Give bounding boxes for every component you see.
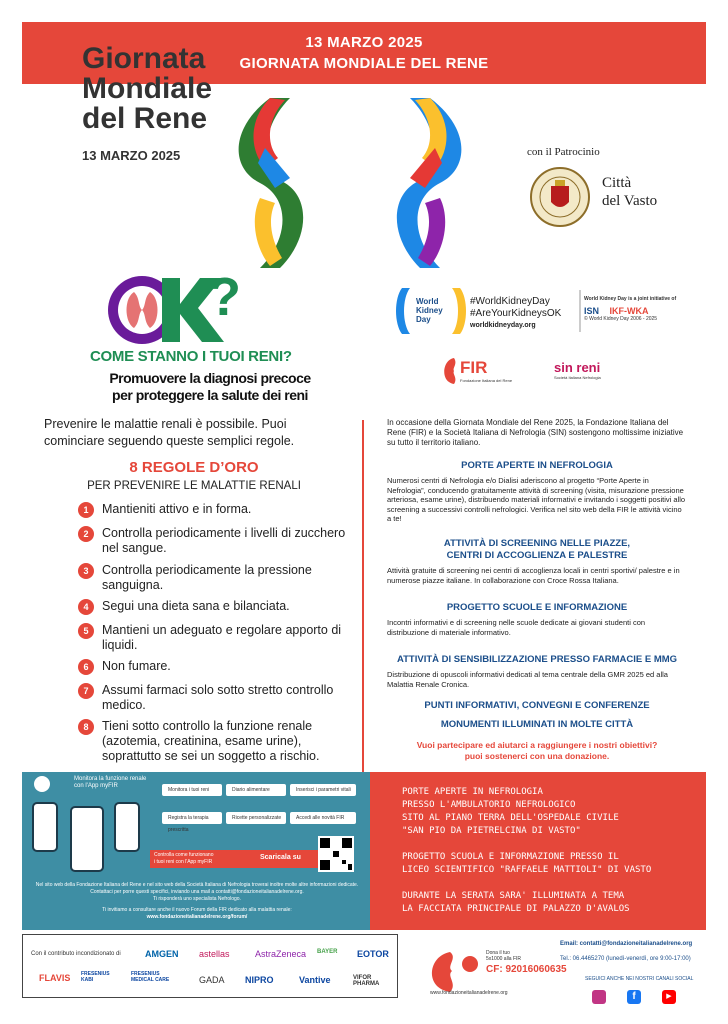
fir-website-link[interactable]: www.fondazioneitalianadelrene.org <box>430 990 508 996</box>
wkd-joint-initiative: World Kidney Day is a joint initiative of ISN IKF-WKA © World Kidney Day 2006 - 2025 <box>584 296 677 322</box>
sponsor-logo: VIFOR PHARMA <box>353 975 380 987</box>
sponsor-logo: FRESENIUS MEDICAL CARE <box>131 971 170 983</box>
hero-title: Giornata Mondiale del Rene <box>82 42 213 135</box>
sponsor-logo: FLAVIS <box>39 973 71 983</box>
contact-email[interactable]: Email: contatti@fondazioneitalianadelrene.org <box>560 941 693 947</box>
app-feature: Diario alimentare <box>226 784 286 796</box>
youtube-icon[interactable]: ▶ <box>662 990 676 1004</box>
sponsor-logo: astellas <box>199 949 230 959</box>
app-feature: Monitora i tuoi reni <box>162 784 222 796</box>
instagram-icon[interactable] <box>592 990 606 1004</box>
facebook-icon[interactable]: f <box>627 990 641 1004</box>
campaign-slogan: Promuovere la diagnosi precoce per proteggere la salute dei reni <box>109 370 311 403</box>
myfir-logo-icon <box>34 776 50 792</box>
patronage-label: con il Patrocinio <box>527 146 600 158</box>
sponsor-logo: GADA <box>199 975 225 985</box>
hero-date: 13 MARZO 2025 <box>82 148 181 163</box>
app-title: Monitora la funzione renale con l'App myFIR <box>74 776 147 789</box>
campaign-question: COME STANNO I TUOI RENI? <box>90 348 292 365</box>
rule-item: 6 Non fumare. <box>78 659 348 674</box>
header-title: GIORNATA MONDIALE DEL RENE <box>239 55 489 72</box>
rule-item: 5 Mantieni un adeguato e regolare apporto di liquidi. <box>78 623 348 653</box>
rule-item: 1 Mantieniti attivo e in forma. <box>78 502 348 517</box>
fir-kidney-icon <box>440 356 460 386</box>
rule-item: 8 Tieni sotto controllo la funzione renale (azotemia, creatinina, esame urine), soprattutto se sei un soggetto a rischio. <box>78 719 348 764</box>
section-body: Numerosi centri di Nefrologia e/o Dialisi aderiscono al progetto “Porte Aperte in Nefrologia”, conducendo gratuitamente attività di screening (visita, misurazione pressione arteriosa, esame urine), distribuendo materiali informativi e invitando i soggetti positivi allo screening a successivi controlli nefrologici. Verifica nel sito web della FIR le attività vicino a te! <box>387 476 686 523</box>
city-name: Città del Vasto <box>602 175 658 209</box>
column-divider <box>362 420 364 772</box>
section-body: Distribuzione di opuscoli informativi dedicati al tema centrale della GMR 2025 ed alla Malattia Renale Cronica. <box>387 670 668 689</box>
intro-text: Prevenire le malattie renali è possibile. Puoi cominciare seguendo queste semplici regole. <box>44 417 295 448</box>
sponsor-logo: NIPRO <box>245 975 274 985</box>
sin-logo: sin reni Società Italiana Nefrologia <box>554 360 601 380</box>
myfir-app-panel <box>22 772 370 930</box>
sponsor-logo: FRESENIUS KABI <box>81 971 110 983</box>
donate-fiscal-code: CF: 92016060635 <box>486 964 567 975</box>
vasto-seal-icon <box>529 166 591 228</box>
header-date: 13 MARZO 2025 <box>305 34 423 51</box>
fir-logo: FIR Fondazione Italiana del Rene <box>460 358 513 383</box>
section-title: PORTE APERTE IN NEFROLOGIA <box>461 460 613 471</box>
rule-item: 7 Assumi farmaci solo sotto stretto controllo medico. <box>78 683 348 713</box>
sponsors-label: Con il contributo incondizionato di <box>31 951 121 957</box>
sponsor-logo: EOTOR <box>357 949 389 959</box>
section-title: ATTIVITÀ DI SCREENING NELLE PIAZZE, CENTRI DI ACCOGLIENZA E PALESTRE <box>443 538 631 561</box>
section-title: PROGETTO SCUOLE E INFORMAZIONE <box>446 602 628 613</box>
app-feature: Accedi alle novità FIR <box>290 812 356 824</box>
wkd-ribbon-logo <box>230 88 490 273</box>
app-feature: Inserisci i parametri vitali <box>290 784 356 796</box>
rule-item: 4 Segui una dieta sana e bilanciata. <box>78 599 348 614</box>
app-promo-strip: Controlla come funzionano i tuoi reni con l'App myFIR <box>150 850 320 868</box>
kidney-ok-icon <box>104 270 304 350</box>
download-label: Scaricala su <box>260 854 301 861</box>
app-footer-text: Nel sito web della Fondazione Italiana del Rene e nel sito web della Società Italiana di Nefrologia troverai inoltre molte altre informazioni dedicate. Contattaci per porre questi specifici, inviando una mail a contatti@fondazioneitalianadelrene.org. Ti risponderà uno specialista Nefrologo. Ti invitiamo a consultare anche il nuovo Forum della FIR dedicato alla malattia renale: www.fondazioneitalianadelrene.org/forum/ <box>32 882 362 921</box>
ok-question-mark: ? <box>208 267 239 327</box>
qr-code-icon <box>318 836 354 872</box>
section-body: Incontri informativi e di screening nelle scuole dedicate ai giovani studenti con distribuzione di materiale informativo. <box>387 618 646 637</box>
rule-item: 3 Controlla periodicamente la pressione sanguigna. <box>78 563 348 593</box>
rules-title: 8 REGOLE D’ORO <box>129 459 259 476</box>
rule-item: 2 Controlla periodicamente i livelli di zucchero nel sangue. <box>78 526 348 556</box>
section-title: ATTIVITÀ DI SENSIBILIZZAZIONE PRESSO FARMACIE E MMG <box>396 654 678 665</box>
app-feature: Registra la terapia prescritta <box>162 812 222 824</box>
donation-call: Vuoi partecipare ed aiutarci a raggiungere i nostri obiettivi? puoi sostenerci con una donazione. <box>416 740 658 761</box>
sponsor-logo: BAYER <box>317 949 338 955</box>
section-title: PUNTI INFORMATIVI, CONVEGNI E CONFERENZE <box>424 700 650 711</box>
section-title: MONUMENTI ILLUMINATI IN MOLTE CITTÀ <box>440 719 634 730</box>
sponsor-logo: AstraZeneca <box>255 949 307 959</box>
wkd-logo-text: World Kidney Day <box>416 297 443 324</box>
app-feature: Ricette personalizzate <box>226 812 286 824</box>
sponsor-logo: AMGEN <box>145 949 179 959</box>
section-body: Attività gratuite di screening nei centri di accoglienza locali in centri sportivi/ palestre e in numerose piazze italiane. In collaborazione con Croce Rossa Italiana. <box>387 566 680 585</box>
sponsors-box <box>22 934 398 998</box>
phone-mockup <box>70 806 104 872</box>
initiatives-intro: In occasione della Giornata Mondiale del Rene 2025, la Fondazione Italiana del Rene (FIR) e la Società Italiana di Nefrologia (SIN) sostengono moltissime iniziative su tutto il territorio italiano. <box>387 418 684 447</box>
phone-mockup <box>32 802 58 852</box>
donate-label: Dona il tuo 5x1000 alla FIR <box>486 950 522 962</box>
local-events-box: PORTE APERTE IN NEFROLOGIA PRESSO L'AMBULATORIO NEFROLOGICO SITO AL PIANO TERRA DELL'OSPEDALE CIVILE "SAN PIO DA PIETRELCINA DI VASTO" PROGETTO SCUOLA E INFORMAZIONE PRESSO IL LICEO SCIENTIFICO "RAFFAELE MATTIOLI" DI VASTO DURANTE LA SERATA SARA' ILLUMINATA A TEMA LA FACCIATA PRINCIPALE DI PALAZZO D'AVALOS <box>370 772 706 930</box>
wkd-hashtags: #WorldKidneyDay #AreYourKidneysOK worldkidneyday.org <box>470 296 562 329</box>
phone-mockup <box>114 802 140 852</box>
sponsor-logo: Vantive <box>299 975 331 985</box>
contact-phone: Tel.: 06.4465270 (lunedì-venerdì, ore 9:00-17:00) <box>560 956 691 962</box>
rules-subtitle: PER PREVENIRE LE MALATTIE RENALI <box>87 480 301 492</box>
forum-link[interactable]: www.fondazioneitalianadelrene.org/forum/ <box>146 914 248 920</box>
social-label: SEGUICI ANCHE NEI NOSTRI CANALI SOCIAL <box>585 976 694 982</box>
